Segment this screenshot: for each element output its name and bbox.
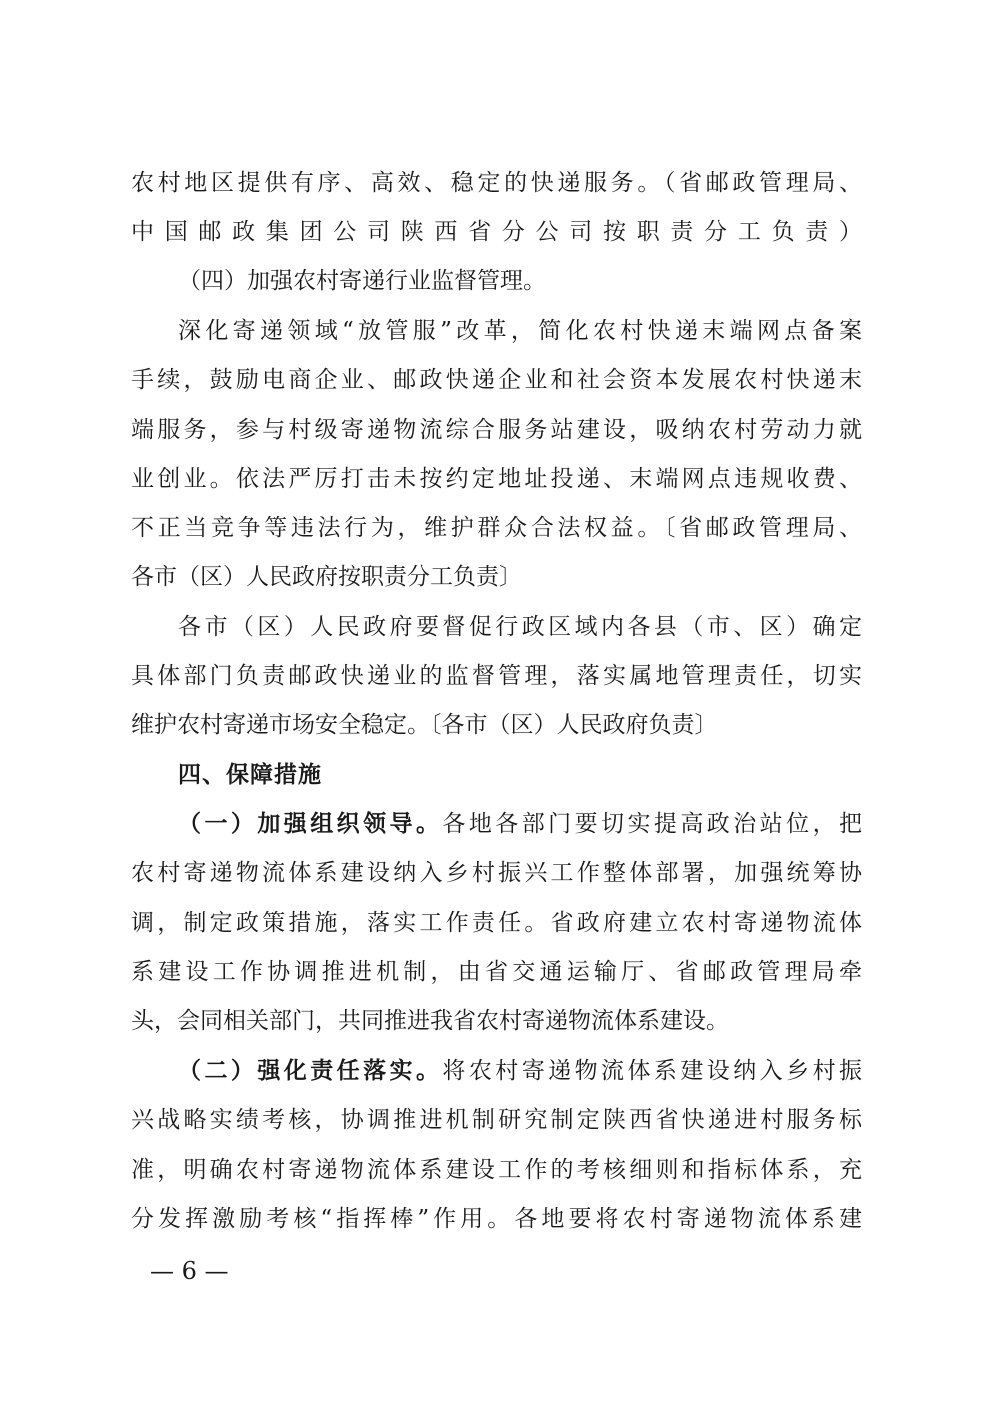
chapter-heading: 四、保障措施: [178, 762, 322, 788]
text-line: 头，会同相关部门，共同推进我省农村寄递物流体系建设。: [131, 1008, 729, 1034]
text-line: 各市（区）人民政府要督促行政区域内各县（市、区）确定: [178, 614, 862, 640]
text-line: 手续，鼓励电商企业、邮政快递企业和社会资本发展农村快递末: [131, 367, 862, 393]
text-line: 兴战略实绩考核，协调推进机制研究制定陕西省快递进村服务标: [131, 1107, 862, 1133]
text-line: 不正当竞争等违法行为，维护群众合法权益。〔省邮政管理局、: [131, 515, 862, 541]
text-line: 维护农村寄递市场安全稳定。〔各市（区）人民政府负责〕: [131, 712, 718, 738]
text-line: 业创业。依法严厉打击未按约定地址投递、末端网点违规收费、: [131, 466, 862, 492]
text-line: 各市（区）人民政府按职责分工负责〕: [131, 564, 522, 590]
text-line: 农村寄递物流体系建设纳入乡村振兴工作整体部署，加强统筹协: [131, 860, 862, 886]
text-line: 中国邮政集团公司陕西省分公司按职责分工负责）: [131, 219, 862, 245]
text-line: 深化寄递领域“放管服”改革，简化农村快递末端网点备案: [178, 318, 862, 344]
paragraph-text: 将农村寄递物流体系建设纳入乡村振: [442, 1058, 862, 1084]
text-line: 系建设工作协调推进机制，由省交通运输厅、省邮政管理局牵: [131, 959, 862, 985]
paragraph-lead: （二）强化责任落实。: [178, 1058, 443, 1084]
text-line: 农村地区提供有序、高效、稳定的快递服务。（省邮政管理局、: [131, 170, 862, 196]
paragraph-text: 各地各部门要切实提高政治站位，把: [442, 811, 862, 837]
text-line: 分发挥激励考核“指挥棒”作用。各地要将农村寄递物流体系建: [131, 1206, 862, 1232]
text-line: [178, 804, 862, 844]
text-line: 调，制定政策措施，落实工作责任。省政府建立农村寄递物流体: [131, 910, 862, 936]
paragraph-lead: （一）加强组织领导。: [178, 811, 443, 837]
text-line: 准，明确农村寄递物流体系建设工作的考核细则和指标体系，充: [131, 1157, 862, 1183]
section-heading: （四）加强农村寄递行业监督管理。: [178, 268, 546, 294]
text-line: 端服务，参与村级寄递物流综合服务站建设，吸纳农村劳动力就: [131, 417, 862, 443]
text-line: [178, 1051, 862, 1091]
page-number: — 6 —: [150, 1257, 229, 1285]
text-line: 具体部门负责邮政快递业的监督管理，落实属地管理责任，切实: [131, 663, 862, 689]
